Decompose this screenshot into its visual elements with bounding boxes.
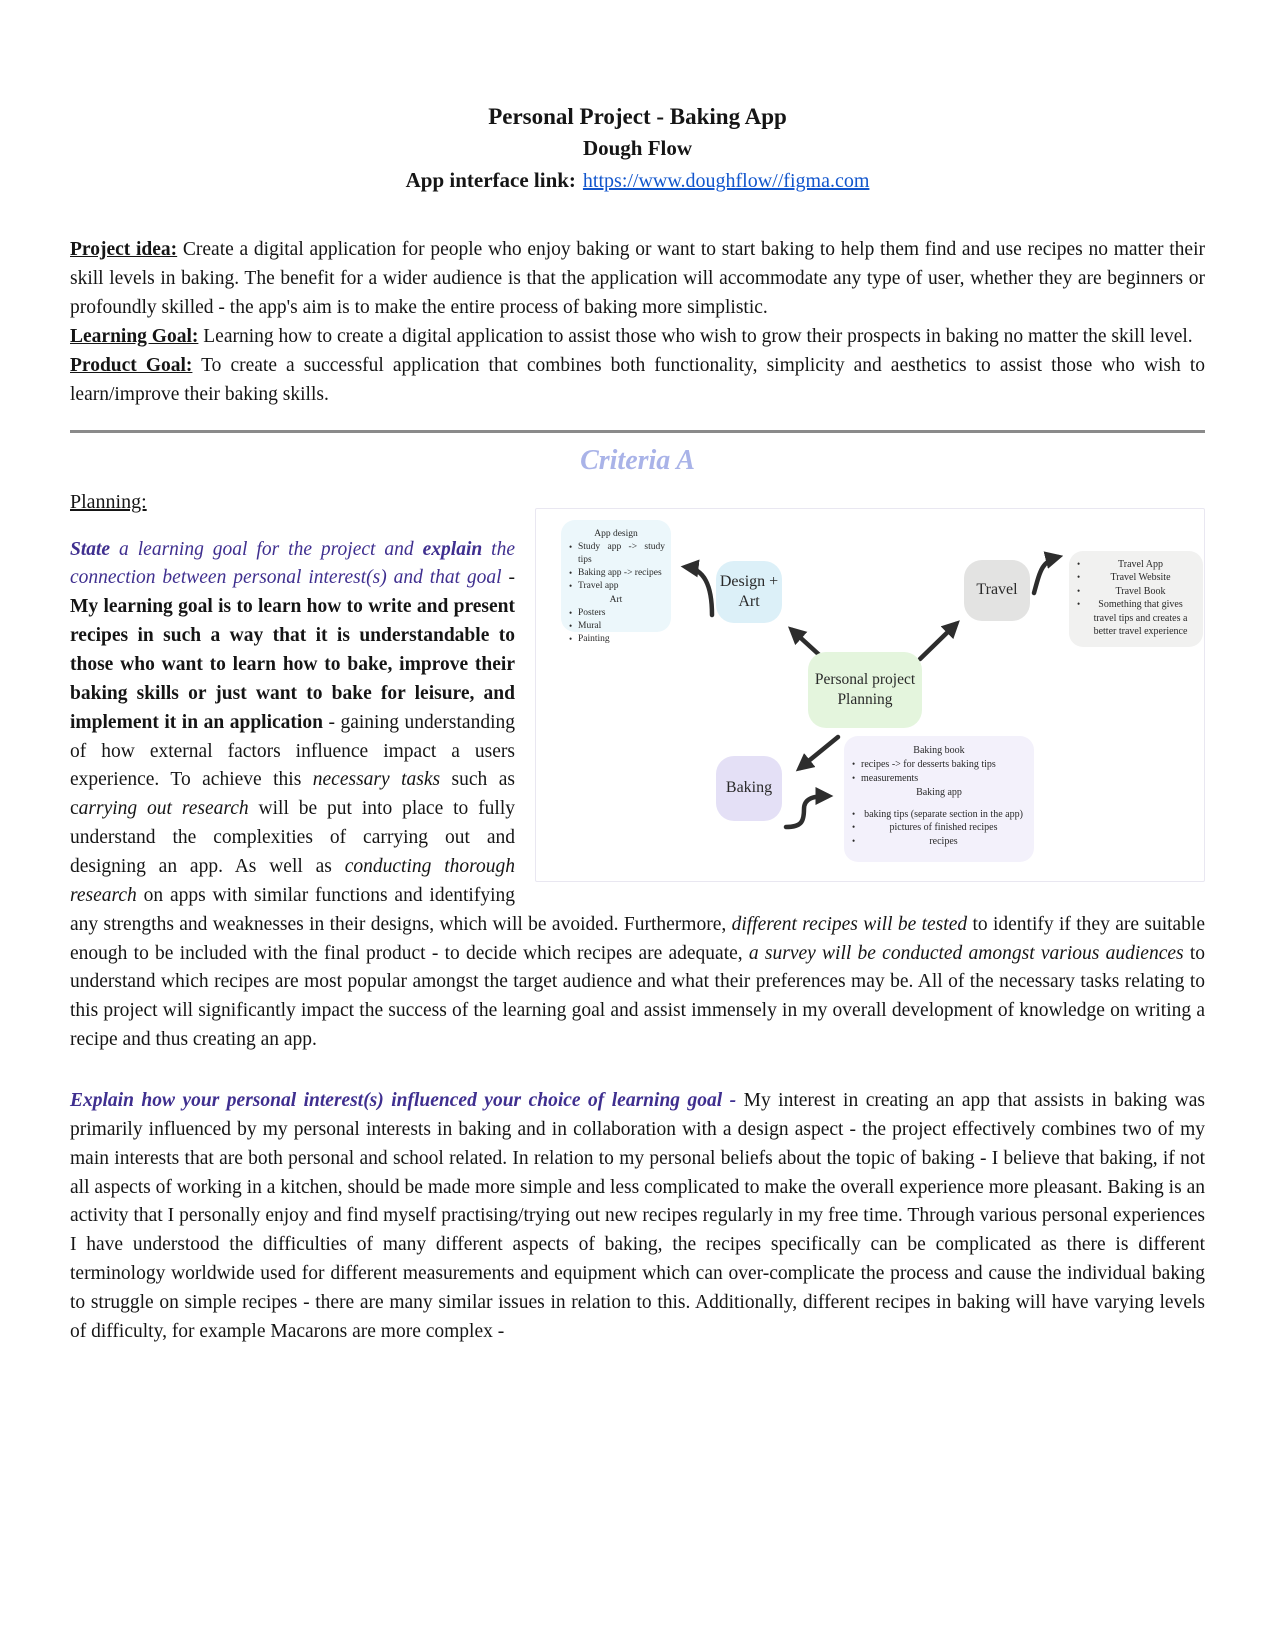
baking-book-title: Baking book (913, 744, 965, 756)
learning-goal-text: Learning how to create a digital application to assist those who wish to grow their prospects in baking no matter the skill level. (198, 325, 1193, 347)
list-item: • Painting (567, 633, 665, 646)
product-goal-paragraph (70, 352, 1205, 410)
project-idea-text: Create a digital application for people who enjoy baking or want to start baking to help them find and use recipes no matter their skill levels in baking. The benefit for a wider audience is that the application will accommodate any type of user, whether they are beginners or profoundly skilled - the app's aim is to make the entire process of baking more simplistic. (70, 239, 1205, 319)
text-segment: - gaining understanding of how external factors influence impact a users experience. To achieve this (70, 711, 515, 791)
list-item: • baking tips (separate section in the app) (850, 808, 1028, 822)
travel-items (1075, 558, 1197, 639)
learning-goal-paragraph (70, 323, 1205, 352)
text-segment: - (501, 567, 515, 589)
arrow-travel-to-list (1034, 557, 1058, 593)
baking-book-items (850, 758, 1028, 785)
text-segment: different recipes will be tested (731, 913, 968, 935)
mindmap-baking-list (844, 736, 1034, 862)
mindmap-app-design-list (561, 520, 671, 644)
text-segment: explain (422, 538, 483, 560)
text-segment: conducting thorough research (70, 855, 515, 906)
baking-app-title: Baking app (916, 787, 962, 798)
app-link-label: App interface link: (405, 167, 576, 192)
list-item: • Study app -> study tips (567, 541, 665, 567)
text-segment: will be put into place to fully understand the complexities of carrying out and designing an app. As well as (70, 798, 515, 877)
text-segment: My learning goal is to learn how to write and present recipes in such a way that it is understandable to those who want to learn how to bake, improve their baking skills or just want to bake for leisure, and implement it in an application (70, 596, 515, 733)
list-item: • Travel Website (1075, 571, 1197, 585)
project-idea-label: Project idea: (70, 239, 178, 261)
arrow-planning-to-baking (800, 737, 838, 768)
list-item: • Travel Book (1075, 585, 1197, 599)
list-item: • Mural (567, 620, 665, 633)
explain-paragraph-text (70, 1090, 1205, 1342)
text-segment: My interest in creating an app that assists in baking was primarily influenced by my personal interests in baking and in collaboration with a design aspect - the project effectively combines two of my main interests that are both personal and school related. In relation to my personal beliefs about the topic of baking - I believe that baking, if not all aspects of working in a kitchen, should be made more simple and less complicated to make the overall experience more pleasant. Baking is an activity that I personally enjoy and find myself practising/trying out new recipes regularly in my free time. Through various personal experiences I have understood the difficulties of many different aspects of baking, the recipes specifically can be complicated as there is different terminology worldwide used for different measurements and equipment which can over-complicate the process and cause the individual baking to struggle on simple recipes - there are many similar issues in relation to this. Additionally, different recipes in baking will have varying levels of difficulty, for example Macarons are more complex - (70, 1089, 1205, 1342)
list-item: • measurements (850, 772, 1028, 786)
baking-label: Baking (725, 779, 773, 796)
list-item: • Something that gives travel tips and creates a better travel experience (1075, 598, 1197, 639)
explain-paragraph (70, 1087, 1205, 1347)
text-segment: such as c (70, 769, 515, 820)
planning-label-line2: Planning (837, 690, 893, 708)
art-items (567, 607, 665, 645)
text-segment: State (70, 538, 111, 560)
doc-subtitle: Dough Flow (582, 136, 693, 161)
text-segment: the connection between personal interest(s) and that goal (70, 538, 516, 589)
mindmap-node-design-art (716, 561, 782, 623)
design-art-label-line1: Design + (719, 572, 779, 590)
planning-label-line1: Personal project (814, 671, 916, 689)
design-art-label-line2: Art (738, 592, 760, 610)
text-segment: arrying out research (78, 798, 249, 820)
text-segment: necessary tasks (312, 769, 441, 791)
planning-section-label: Planning: (70, 490, 147, 513)
planning-paragraph (70, 528, 1206, 1055)
arrow-designart-to-list (686, 567, 712, 615)
baking-app-items (850, 808, 1028, 849)
list-item: • Travel app (567, 580, 665, 593)
criteria-a-heading: Criteria A (580, 444, 695, 476)
app-link-line (70, 165, 1205, 197)
learning-goal-label: Learning Goal: (70, 325, 199, 347)
text-segment: to identify if they are suitable enough to be included with the final product - to decide which recipes are adequate, (70, 913, 1206, 964)
arrow-planning-to-travel (920, 624, 956, 659)
section-divider (70, 430, 1205, 433)
art-list-title: Art (609, 594, 623, 605)
list-item: • Baking app -> recipes (567, 567, 665, 580)
arrow-baking-to-list (786, 796, 828, 827)
mindmap-node-planning (808, 652, 922, 728)
text-segment: on apps with similar functions and identifying any strengths and weaknesses in their designs, which will be avoided. Furthermore, (70, 884, 732, 935)
list-item: • Posters (567, 607, 665, 620)
text-segment: to understand which recipes are most popular amongst the target audience and what their preferences may be. All of the necessary tasks relating to this project will significantly impact the success of the learning goal and assist immensely in my overall development of knowledge on writing a recipe and thus creating an app. (70, 942, 1206, 1051)
travel-label: Travel (976, 581, 1018, 598)
product-goal-label: Product Goal: (70, 354, 193, 376)
app-interface-link[interactable]: https://www.doughflow//figma.com (582, 169, 870, 192)
text-segment: a learning goal for the project and (110, 538, 423, 560)
list-item: • recipes (850, 835, 1028, 849)
mindmap-travel-list (1069, 551, 1203, 647)
mindmap-node-baking (716, 756, 782, 821)
title-block (70, 100, 1205, 196)
mindmap-node-travel (964, 560, 1030, 621)
product-goal-text: To create a successful application that combines both functionality, simplicity and aesthetics to assist those who wish to learn/improve their baking skills. (70, 354, 1205, 405)
doc-title: Personal Project - Baking App (488, 104, 787, 129)
list-item: • pictures of finished recipes (850, 821, 1028, 835)
project-idea-paragraph (70, 236, 1205, 323)
planning-mindmap-figure (535, 508, 1205, 882)
app-design-items (567, 541, 665, 592)
list-item: • Travel App (1075, 558, 1197, 572)
text-segment: Explain how your personal interest(s) influenced your choice of learning goal - (70, 1089, 744, 1111)
list-item: • recipes -> for desserts baking tips (850, 758, 1028, 772)
text-segment: a survey will be conducted amongst various audiences (748, 942, 1184, 964)
app-design-list-title: App design (594, 528, 638, 539)
